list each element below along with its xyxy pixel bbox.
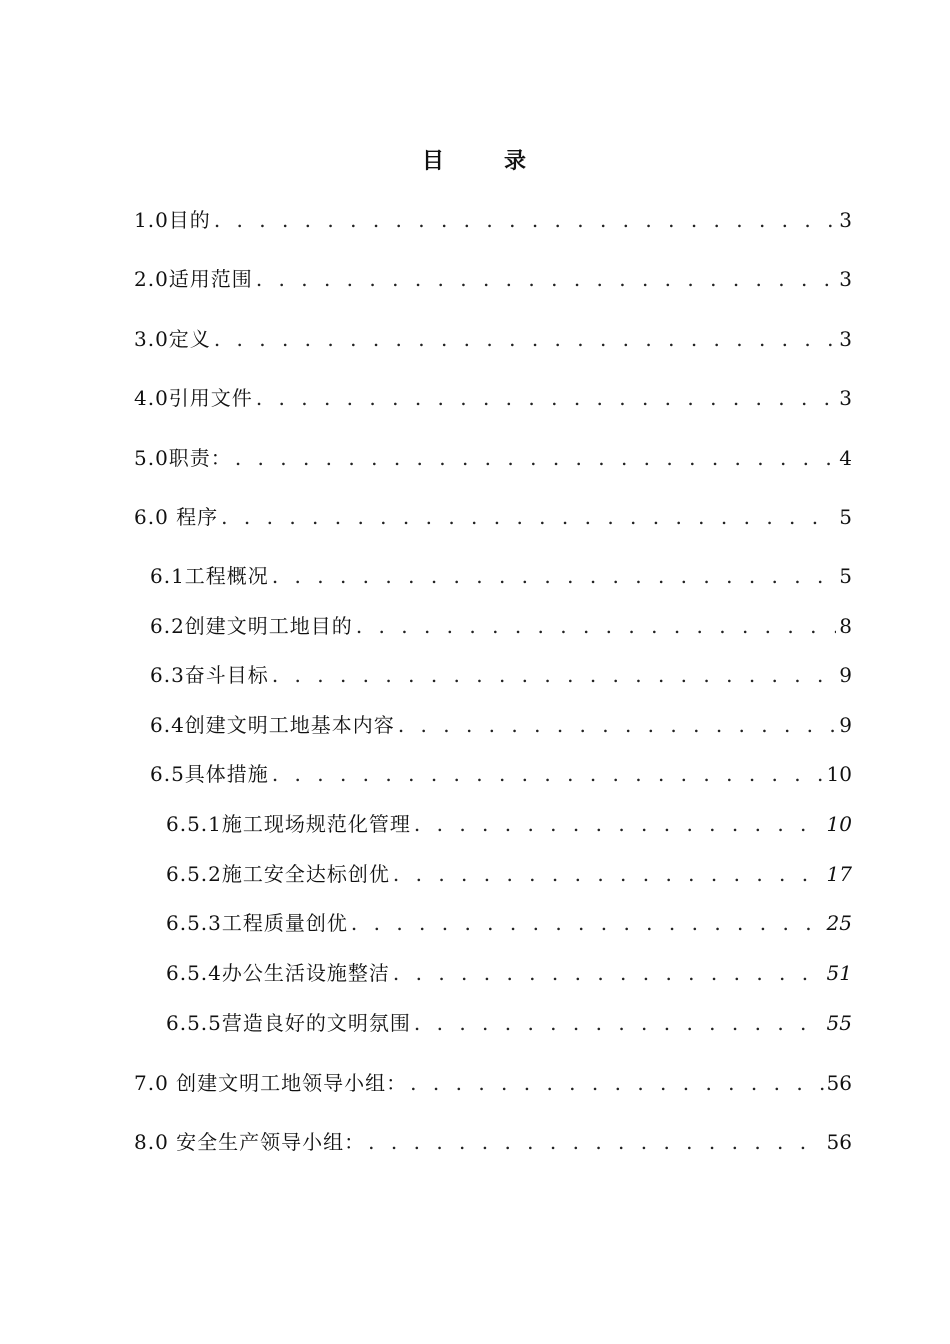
toc-entry-label: 6.2创建文明工地目的 (150, 614, 353, 638)
toc-entry-label: 1.0目的 (134, 208, 211, 232)
toc-entry-label: 6.3奋斗目标 (150, 663, 269, 687)
toc-entry[interactable] (150, 611, 852, 641)
toc-entry[interactable] (150, 660, 852, 690)
toc-entry[interactable] (134, 264, 852, 294)
toc-entry[interactable] (134, 1068, 852, 1098)
toc-entry-page: 9 (839, 713, 852, 737)
dot-leader (351, 908, 824, 938)
dot-leader (356, 611, 836, 641)
toc-entry-page: 3 (839, 267, 852, 291)
dot-leader (414, 1008, 824, 1038)
title-char-2: 录 (504, 148, 529, 174)
toc-entry-label: 6.5.4办公生活设施整洁 (166, 961, 390, 985)
toc-entry[interactable] (166, 958, 852, 988)
toc-entry-page: 9 (839, 663, 852, 687)
toc-entry-page: 17 (826, 862, 852, 886)
dot-leader (272, 759, 824, 789)
dot-leader (235, 443, 836, 473)
toc-entry-label: 6.1工程概况 (150, 564, 269, 588)
toc-entry-label: 6.5.2施工安全达标创优 (166, 862, 390, 886)
dot-leader (272, 561, 836, 591)
toc-entry-page: 10 (826, 812, 852, 836)
dot-leader (272, 660, 836, 690)
toc-entry-label: 6.5.3工程质量创优 (166, 911, 348, 935)
dot-leader (256, 264, 836, 294)
dot-leader (214, 324, 836, 354)
toc-entry-label: 8.0 安全生产领导小组： (134, 1130, 366, 1154)
toc-entry[interactable] (166, 908, 852, 938)
page-title (0, 144, 950, 175)
toc-entry-label: 3.0定义 (134, 327, 211, 351)
toc-entry-page: 51 (826, 961, 852, 985)
toc-entry-page: 8 (839, 614, 852, 638)
dot-leader (393, 859, 824, 889)
toc-entry-page: 3 (839, 386, 852, 410)
dot-leader (393, 958, 824, 988)
toc-entry[interactable] (134, 205, 852, 235)
toc-entry-page: 25 (826, 911, 852, 935)
toc-entry[interactable] (134, 1127, 852, 1157)
toc-entry[interactable] (134, 502, 852, 532)
dot-leader (398, 710, 836, 740)
toc-entry-label: 7.0 创建文明工地领导小组： (134, 1071, 408, 1095)
toc-entry-label: 6.0 程序 (134, 505, 219, 529)
toc-entry-page: 3 (839, 208, 852, 232)
toc-entry-page: 5 (839, 564, 852, 588)
toc-entry[interactable] (134, 443, 852, 473)
toc-entry-page: 10 (826, 762, 852, 786)
toc-entry-label: 4.0引用文件 (134, 386, 253, 410)
toc-entry-page: 4 (839, 446, 852, 470)
toc-entry-label: 6.5.1施工现场规范化管理 (166, 812, 411, 836)
toc-entry-page: 56 (826, 1130, 852, 1154)
toc-entry-page: 5 (839, 505, 852, 529)
toc-entry[interactable] (150, 759, 852, 789)
toc-entry-page: 55 (826, 1011, 852, 1035)
toc-entry-label: 5.0职责： (134, 446, 232, 470)
toc-entry[interactable] (150, 710, 852, 740)
dot-leader (256, 383, 836, 413)
toc-entry[interactable] (134, 383, 852, 413)
toc-entry-label: 6.5具体措施 (150, 762, 269, 786)
toc-entry-label: 2.0适用范围 (134, 267, 253, 291)
title-char-1: 目 (421, 148, 446, 174)
dot-leader (368, 1127, 823, 1157)
dot-leader (214, 205, 836, 235)
toc-entry[interactable] (166, 1008, 852, 1038)
toc-entry-label: 6.4创建文明工地基本内容 (150, 713, 395, 737)
toc-entry[interactable] (134, 324, 852, 354)
toc-entry[interactable] (166, 859, 852, 889)
dot-leader (410, 1068, 823, 1098)
dot-leader (414, 809, 824, 839)
toc-entry[interactable] (166, 809, 852, 839)
toc-entry-page: 56 (826, 1071, 852, 1095)
toc-entry-label: 6.5.5营造良好的文明氛围 (166, 1011, 411, 1035)
dot-leader (221, 502, 836, 532)
toc-entry-page: 3 (839, 327, 852, 351)
toc-entry[interactable] (150, 561, 852, 591)
